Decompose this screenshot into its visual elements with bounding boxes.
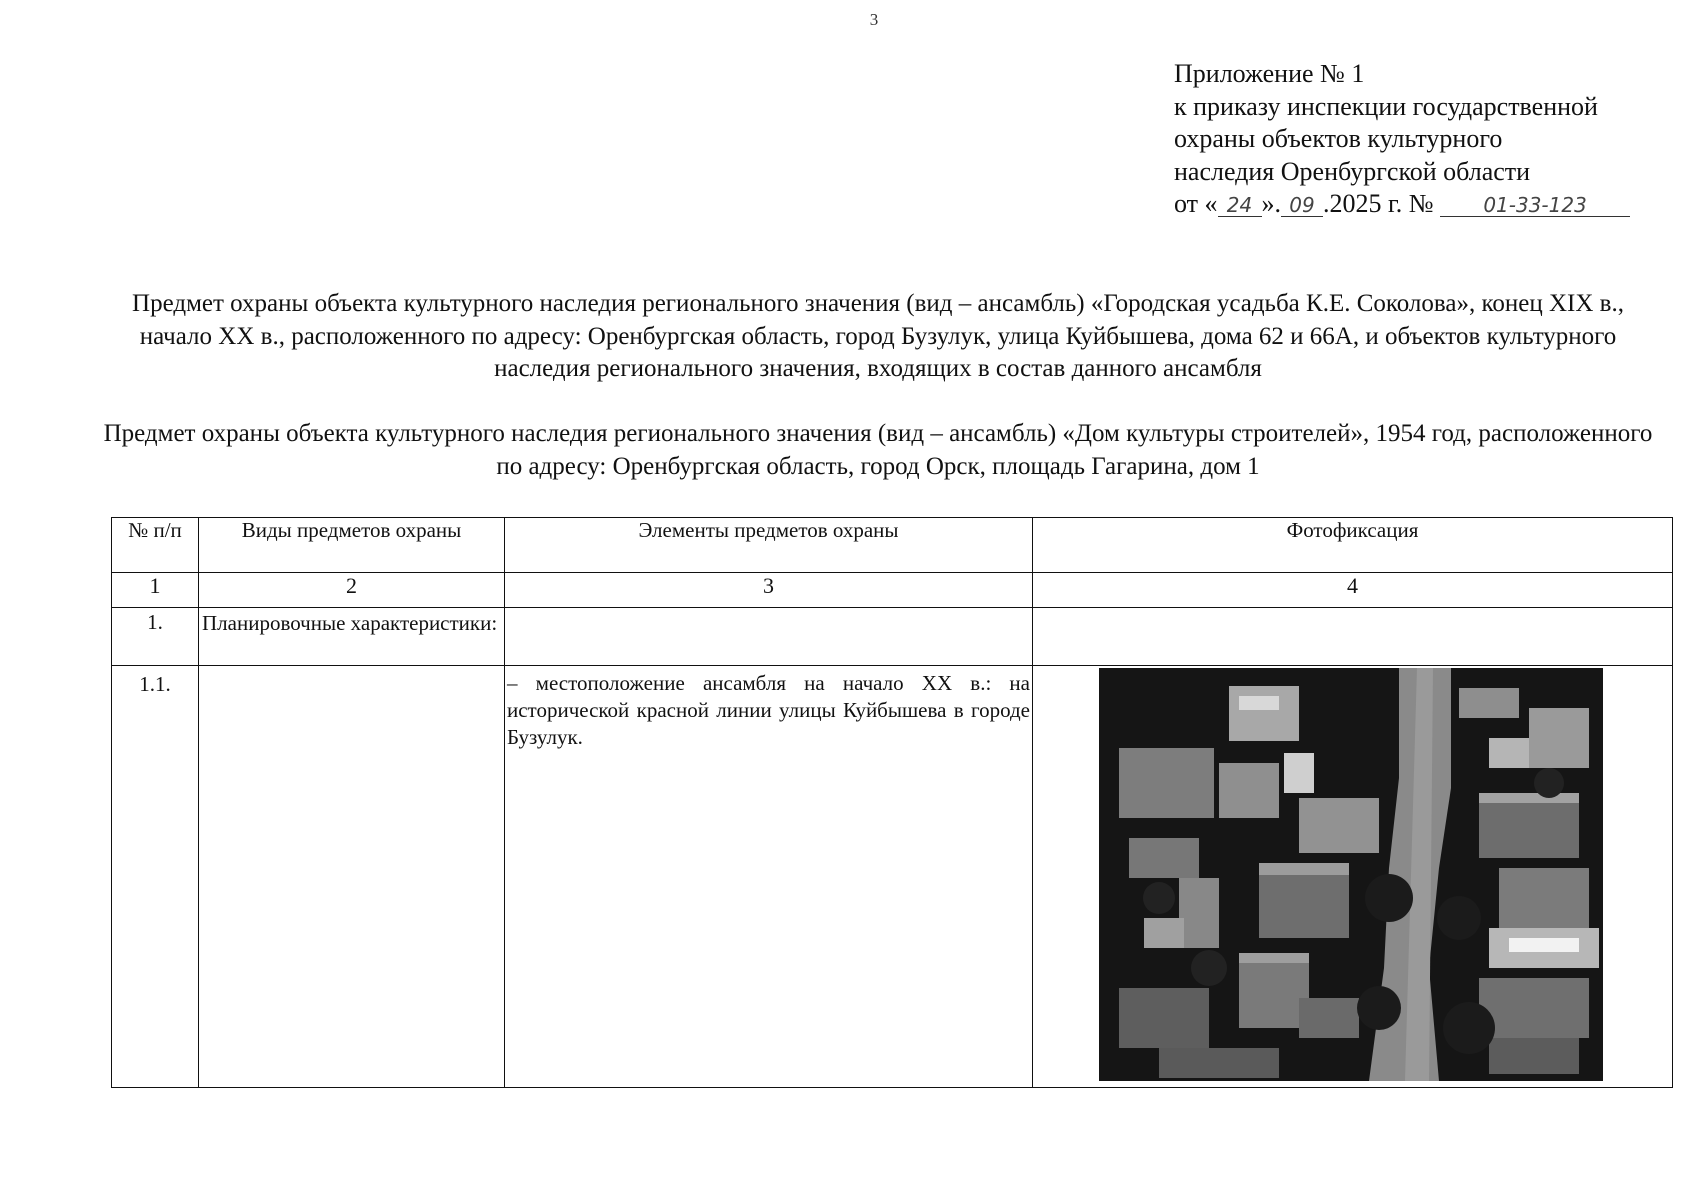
empty-cell: [505, 608, 1033, 666]
column-numbers-row: [112, 573, 1673, 608]
header-photo: Фотофиксация: [1033, 518, 1673, 573]
column-number: 3: [505, 573, 1033, 608]
section-title: Планировочные характеристики:: [199, 608, 505, 666]
date-year: .2025 г. №: [1323, 189, 1434, 218]
table-header-row: [112, 518, 1673, 573]
item-element: – местоположение ансамбля на начало XX в.: на исторической красной линии улицы Куйбышева в городе Бузулук.: [505, 666, 1033, 1088]
section-number: 1.: [112, 608, 199, 666]
header-types: Виды предметов охраны: [199, 518, 505, 573]
column-number: 4: [1033, 573, 1673, 608]
column-number: 2: [199, 573, 505, 608]
date-separator: ».: [1261, 189, 1282, 218]
photo-cell: [1033, 666, 1673, 1088]
aerial-photo: [1099, 668, 1603, 1081]
item-number: 1.1.: [112, 666, 199, 1088]
document-heading-second: Предмет охраны объекта культурного наследия регионального значения (вид – ансамбль) «Дом культуры строителей», 1954 год, расположенного по адресу: Оренбургская область, город Орск, площадь Гагарина, дом 1: [103, 420, 1653, 480]
protection-table: [111, 517, 1673, 1088]
date-prefix: от «: [1174, 189, 1218, 218]
handwritten-day: 24: [1218, 194, 1262, 217]
appendix-line: к приказу инспекции государственной: [1174, 91, 1598, 121]
column-number: 1: [112, 573, 199, 608]
empty-cell: [1033, 608, 1673, 666]
appendix-line: охраны объектов культурного: [1174, 124, 1503, 153]
appendix-block: [1174, 58, 1644, 221]
appendix-title: Приложение № 1: [1174, 59, 1365, 88]
page-number: 3: [869, 10, 879, 29]
appendix-line: наследия Оренбургской области: [1174, 156, 1531, 186]
header-elements: Элементы предметов охраны: [505, 518, 1033, 573]
document-heading-first: Предмет охраны объекта культурного наследия регионального значения (вид – ансамбль) «Городская усадьба К.Е. Соколова», конец XIX в., начало XX в., расположенного по адресу: Оренбургская область, город Бузулук, улица Куйбышева, дома 62 и 66А, и объектов культурного наследия регионального значения, входящих в состав данного ансамбля: [132, 290, 1624, 382]
header-number: № п/п: [112, 518, 199, 573]
item-type: [199, 666, 505, 1088]
table-row: [112, 608, 1673, 666]
order-date-line: [1174, 188, 1644, 221]
table-row: [112, 666, 1673, 1088]
handwritten-order-number: 01-33-123: [1440, 194, 1630, 217]
handwritten-month: 09: [1281, 194, 1323, 217]
